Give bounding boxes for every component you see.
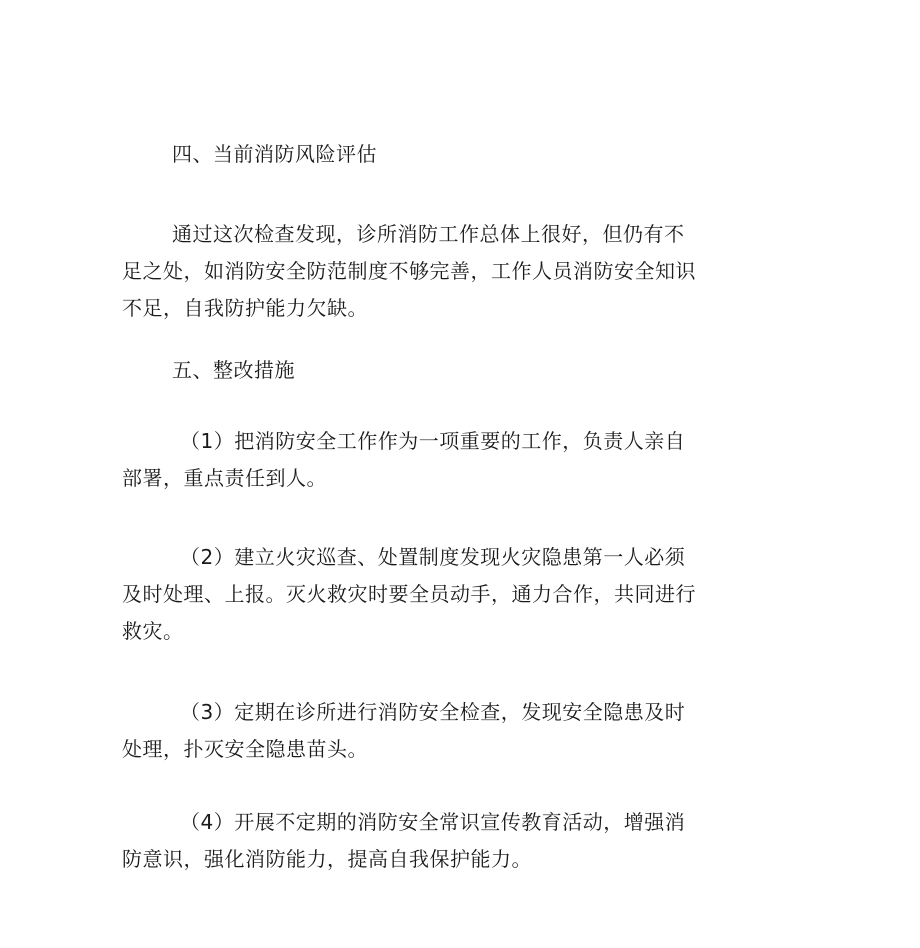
measure-item-2: （2）建立火灾巡查、处置制度发现火灾隐患第一人必须及时处理、上报。灭火救灾时要全员动手，通力合作，共同进行救灾。: [122, 545, 696, 643]
section-5-heading: 五、整改措施: [172, 358, 295, 382]
section-4-heading: 四、当前消防风险评估: [172, 142, 377, 166]
measure-item-1: （1）把消防安全工作作为一项重要的工作，负责人亲自部署，重点责任到人。: [122, 429, 686, 490]
section-4-paragraph: 通过这次检查发现，诊所消防工作总体上很好，但仍有不足之处，如消防安全防范制度不够完善，工作人员消防安全知识不足，自我防护能力欠缺。: [122, 222, 696, 320]
measure-item-4: （4）开展不定期的消防安全常识宣传教育活动，增强消防意识，强化消防能力，提高自我保护能力。: [122, 810, 686, 871]
measure-item-3: （3）定期在诊所进行消防安全检查，发现安全隐患及时处理，扑灭安全隐患苗头。: [122, 700, 686, 761]
